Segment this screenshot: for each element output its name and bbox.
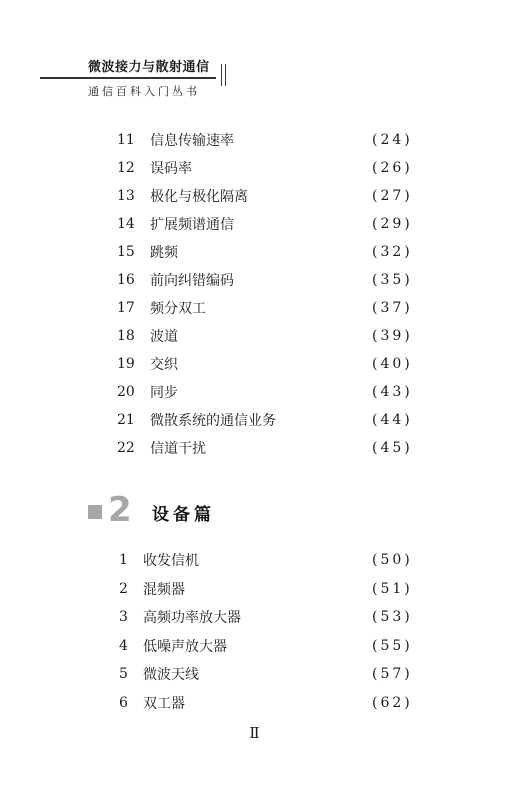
entry-number: 2	[119, 580, 128, 597]
entry-page: (50)	[372, 552, 413, 568]
dot-leader	[204, 161, 366, 175]
entry-number: 17	[117, 300, 135, 316]
dot-leader	[201, 553, 366, 567]
entry-page: (35)	[372, 272, 413, 288]
entry-number: 3	[119, 609, 128, 625]
entry-title: 微波天线	[143, 664, 199, 684]
toc-entry	[0, 578, 510, 600]
entry-title: 误码率	[150, 158, 192, 178]
dot-leader	[260, 189, 366, 203]
dot-leader	[246, 273, 366, 287]
entry-page: (32)	[372, 244, 413, 260]
entry-title: 低噪声放大器	[143, 636, 227, 656]
entry-title: 跳频	[150, 242, 178, 262]
entry-number: 1	[119, 552, 128, 568]
entry-title: 信息传输速率	[150, 130, 234, 150]
entry-number: 11	[117, 132, 135, 148]
toc-entry	[0, 241, 510, 263]
entry-title: 高频功率放大器	[143, 607, 241, 627]
dot-leader	[187, 696, 366, 710]
dot-leader	[246, 133, 366, 147]
chapter-title: 设备篇	[152, 505, 215, 525]
entry-number: 4	[119, 637, 128, 654]
entry-number: 16	[117, 272, 135, 288]
entry-title: 极化与极化隔离	[150, 186, 248, 206]
toc-entry	[0, 297, 510, 319]
entry-page: (53)	[372, 609, 413, 625]
entry-page: (57)	[372, 666, 413, 682]
entry-page: (26)	[372, 160, 413, 176]
series-subtitle: 通信百科入门丛书	[88, 85, 200, 98]
toc-entry	[0, 129, 510, 151]
entry-title: 波道	[150, 326, 178, 346]
header-bar-right	[225, 64, 226, 86]
entry-number: 20	[117, 384, 135, 400]
toc-entry	[0, 663, 510, 685]
entry-title: 微散系统的通信业务	[150, 410, 276, 430]
entry-number: 14	[117, 216, 135, 232]
entry-page: (44)	[372, 412, 413, 428]
entry-number: 18	[117, 328, 135, 344]
dot-leader	[218, 301, 366, 315]
dot-leader	[288, 413, 366, 427]
entry-number: 12	[117, 160, 135, 176]
entry-page: (45)	[372, 440, 413, 456]
entry-page: (24)	[372, 132, 413, 148]
page-number: Ⅱ	[249, 724, 261, 742]
toc-entry	[0, 381, 510, 403]
entry-title: 频分双工	[150, 298, 206, 318]
entry-title: 信道干扰	[150, 438, 206, 458]
toc-entry	[0, 353, 510, 375]
header-rule	[40, 77, 216, 79]
dot-leader	[190, 245, 366, 259]
toc-entry	[0, 692, 510, 714]
entry-page: (40)	[372, 356, 413, 372]
dot-leader	[201, 667, 366, 681]
toc-entry	[0, 213, 510, 235]
toc-entry	[0, 269, 510, 291]
entry-page: (37)	[372, 300, 413, 316]
dot-leader	[190, 357, 366, 371]
dot-leader	[218, 441, 366, 455]
toc-entry	[0, 157, 510, 179]
entry-title: 混频器	[143, 579, 185, 599]
entry-number: 6	[119, 694, 128, 711]
entry-page: (39)	[372, 328, 413, 344]
entry-number: 19	[117, 356, 135, 372]
toc-entry	[0, 635, 510, 657]
series-title: 微波接力与散射通信	[88, 60, 210, 75]
entry-number: 22	[117, 440, 135, 456]
toc-entry	[0, 437, 510, 459]
dot-leader	[243, 610, 366, 624]
entry-title: 同步	[150, 382, 178, 402]
dot-leader	[229, 639, 366, 653]
dot-leader	[187, 582, 366, 596]
entry-page: (62)	[372, 694, 413, 711]
toc-entry	[0, 409, 510, 431]
entry-page: (43)	[372, 384, 413, 400]
toc-entry	[0, 549, 510, 571]
entry-number: 13	[117, 188, 135, 204]
entry-title: 双工器	[143, 693, 185, 713]
dot-leader	[246, 217, 366, 231]
dot-leader	[190, 329, 366, 343]
dot-leader	[190, 385, 366, 399]
entry-title: 交织	[150, 354, 178, 374]
toc-entry	[0, 325, 510, 347]
header-bar-left	[221, 64, 222, 86]
chapter-number: 2	[108, 490, 132, 530]
entry-title: 前向纠错编码	[150, 270, 234, 290]
entry-title: 扩展频谱通信	[150, 214, 234, 234]
entry-page: (29)	[372, 216, 413, 232]
entry-title: 收发信机	[143, 550, 199, 570]
entry-page: (27)	[372, 188, 413, 204]
entry-number: 5	[119, 666, 128, 682]
toc-entry	[0, 185, 510, 207]
entry-page: (55)	[372, 637, 413, 654]
entry-number: 15	[117, 244, 135, 260]
toc-entry	[0, 606, 510, 628]
entry-number: 21	[117, 412, 135, 428]
entry-page: (51)	[372, 580, 413, 597]
chapter-square-icon	[88, 505, 102, 519]
